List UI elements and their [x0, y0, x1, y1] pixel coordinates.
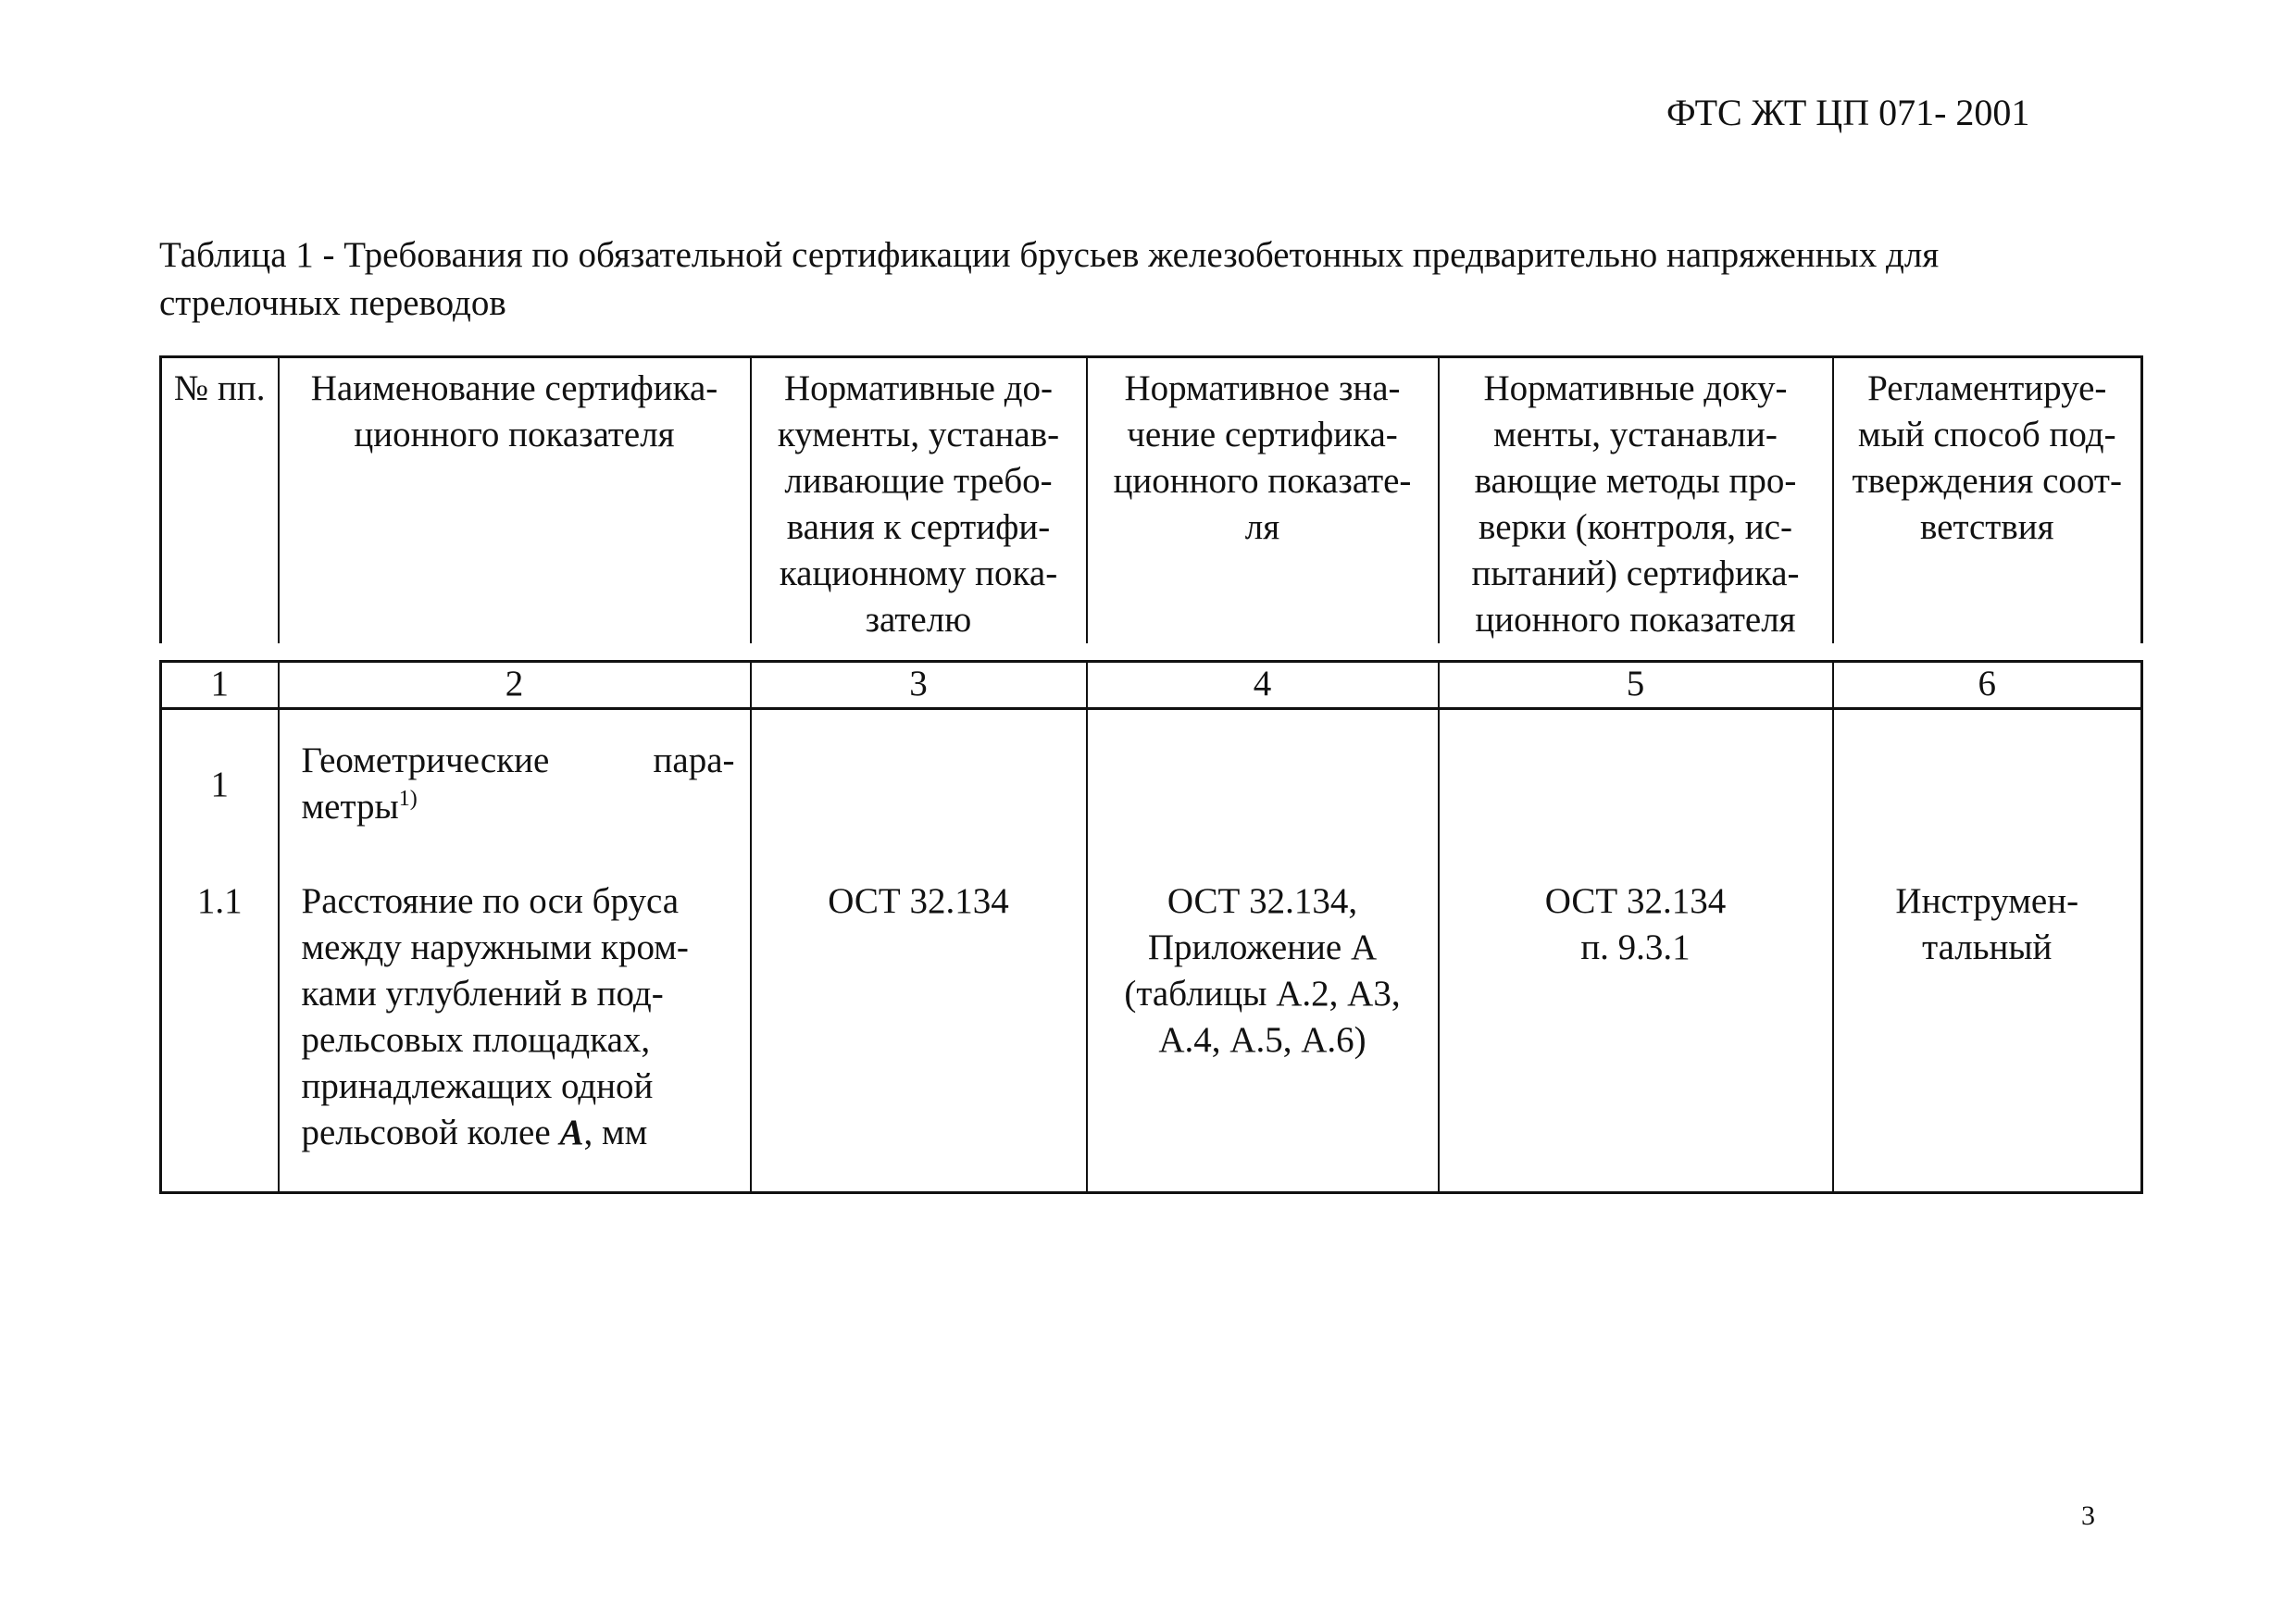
requirement-documents-cell: [751, 709, 1087, 1193]
header-cell-confirmation-method: Регламентируе- мый способ под- тверждения соот- ветствия: [1833, 357, 2142, 644]
table-row: [161, 709, 2142, 1193]
test-method-document: ОСТ 32.134 п. 9.3.1: [1544, 881, 1727, 967]
confirmation-method-cell: [1833, 709, 2142, 1193]
footnote-mark: 1): [398, 787, 418, 811]
indicator-name: Расстояние по оси бруса между наружными кром- ками углублений в под- рельсовых площадках, принадлежащих одной рельсовой колее А, мм: [301, 881, 689, 1152]
column-number: 3: [751, 662, 1087, 709]
column-number: 1: [161, 662, 279, 709]
test-method-cell: [1439, 709, 1833, 1193]
table-caption-line: стрелочных переводов: [159, 283, 506, 323]
normative-value: ОСТ 32.134, Приложение А (таблицы А.2, А3, А.4, А.5, А.6): [1124, 881, 1401, 1060]
header-cell-normative-value: Нормативное зна- чение сертифика- ционного показате- ля: [1087, 357, 1439, 644]
normative-value-cell: [1087, 709, 1439, 1193]
symbol-a: А: [559, 1113, 584, 1152]
column-number: 2: [279, 662, 751, 709]
column-number: 4: [1087, 662, 1439, 709]
table-caption-line: Таблица 1 - Требования по обязательной сертификации брусьев железобетонных предварительно напряженных для: [159, 235, 1940, 275]
column-number: 6: [1833, 662, 2142, 709]
item-number-cell: [161, 709, 279, 1193]
column-number-row: [161, 662, 2142, 709]
header-cell-indicator-name: Наименование сертифика- ционного показателя: [279, 357, 751, 644]
table-caption: [159, 231, 2085, 328]
requirements-table-header: [159, 355, 2143, 643]
header-row: [161, 357, 2142, 644]
indicator-name-cell: [279, 709, 751, 1193]
header-cell-test-method-documents: Нормативные доку- менты, устанавли- вающие методы про- верки (контроля, ис- пытаний) сертифика- ционного показателя: [1439, 357, 1833, 644]
header-cell-number: № пп.: [161, 357, 279, 644]
page-number: 3: [2081, 1500, 2095, 1531]
column-number: 5: [1439, 662, 1833, 709]
requirement-document: ОСТ 32.134: [828, 881, 1009, 921]
header-cell-requirement-documents: Нормативные до- кументы, устанав- ливающие требо- вания к сертифи- кационному пока- зателю: [751, 357, 1087, 644]
item-number: 1: [210, 765, 229, 804]
document-code: ФТС ЖТ ЦП 071- 2001: [1666, 92, 2030, 133]
requirements-table-body: [159, 660, 2143, 1194]
indicator-group-name: Геометрические пара- метры$^{1)}$: [301, 741, 735, 827]
item-number: 1.1: [196, 881, 243, 921]
confirmation-method: Инструмен- тальный: [1895, 881, 2079, 967]
